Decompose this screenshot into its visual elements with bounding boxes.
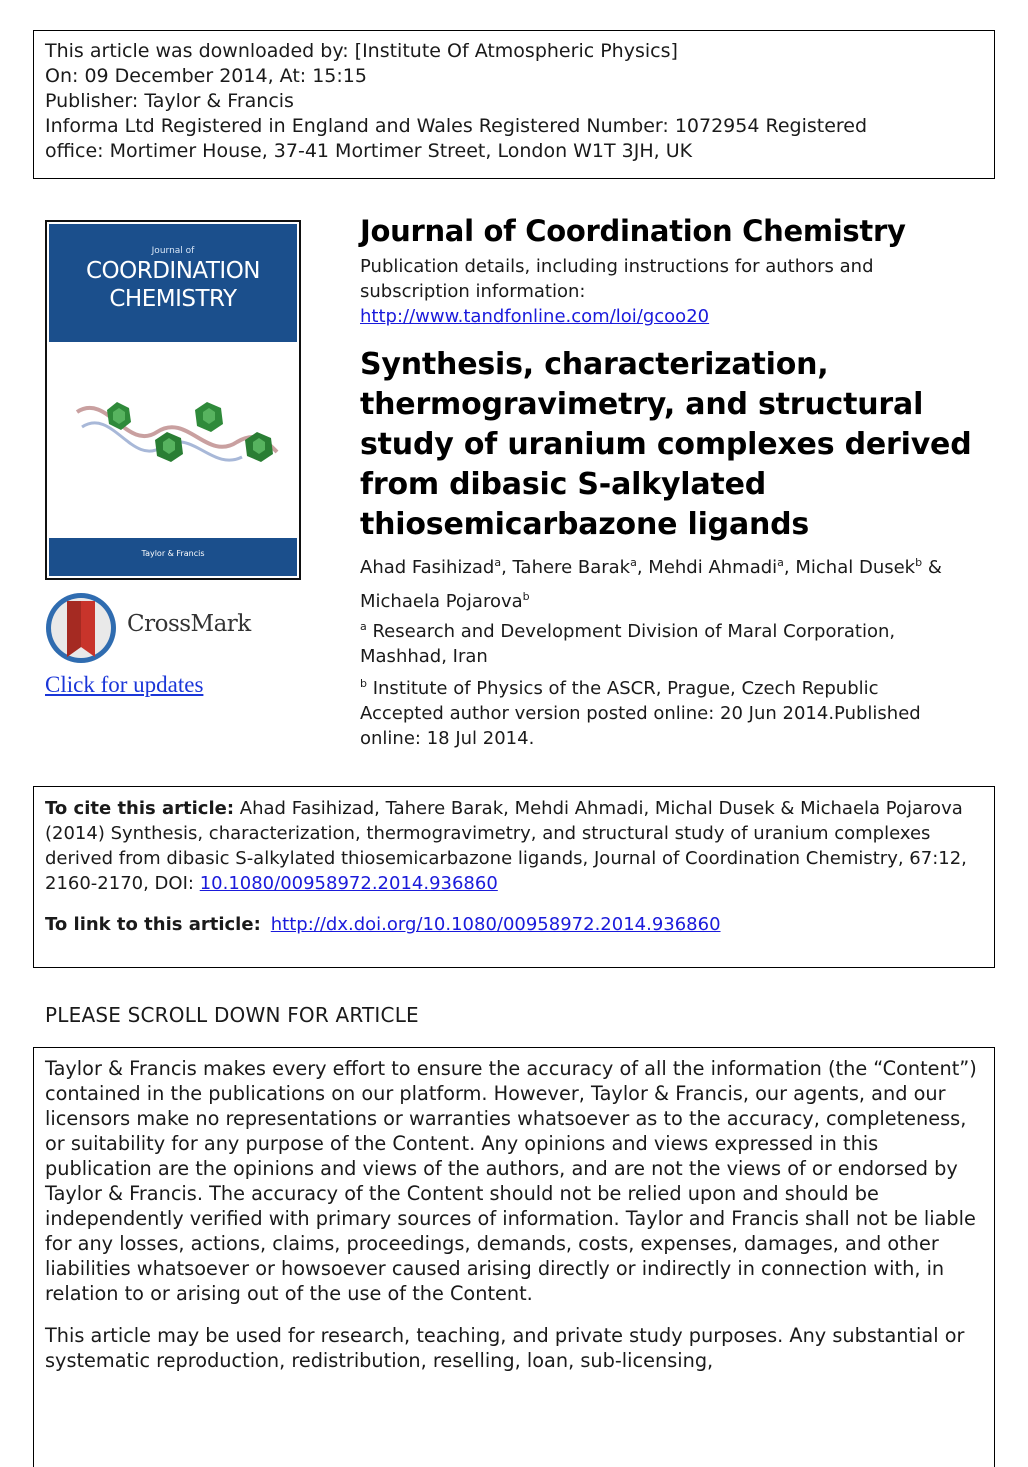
author-separator: & <box>922 557 942 578</box>
citation-box <box>33 786 995 968</box>
disclaimer-paragraph: Taylor & Francis makes every effort to ensure the accuracy of all the information (the “Content”) contained in the publications on our platform. However, Taylor & Francis, our agents, and our licensors make no representations or warranties whatsoever as to the accuracy, completeness, or suitability for any purpose of the Content. Any opinions and views expressed in this publication are the opinions and views of the authors, and are not the views of or endorsed by Taylor & Francis. The accuracy of the Content should not be relied upon and should be independently verified with primary sources of information. Taylor and Francis shall not be liable for any losses, actions, claims, proceedings, demands, costs, expenses, damages, and other liabilities whatsoever or howsoever caused arising directly or indirectly in connection with, in relation to or arising out of the use of the Content. <box>45 1057 977 1305</box>
affil-mark: a <box>360 620 367 633</box>
crossmark-icon <box>45 591 121 667</box>
journal-name: Journal of Coordination Chemistry <box>360 214 906 248</box>
cover-title-line2: CHEMISTRY <box>109 286 237 312</box>
author-name: Tahere Barak <box>512 557 631 578</box>
affil-text: Research and Development Division of Maral Corporation, Mashhad, Iran <box>360 621 896 667</box>
cover-publisher-logo: Taylor & Francis <box>141 549 205 558</box>
cover-title-line1: COORDINATION <box>85 258 261 284</box>
author-separator: , <box>783 557 796 578</box>
author-affil-mark: a <box>777 556 784 569</box>
author-affil-mark: a <box>630 556 637 569</box>
journal-cover <box>45 220 301 580</box>
disclaimer-paragraph: This article may be used for research, teaching, and private study purposes. Any substantial or systematic reproduction, redistribution, reselling, loan, sub-licensing, <box>45 1324 965 1372</box>
journal-url-link[interactable]: http://www.tandfonline.com/loi/gcoo20 <box>360 306 710 327</box>
cover-molecule-image <box>67 372 283 482</box>
doi-link[interactable]: 10.1080/00958972.2014.936860 <box>199 873 498 894</box>
author-separator: , <box>501 557 513 578</box>
article-link-line <box>45 912 983 937</box>
article-title: Synthesis, characterization, thermogravimetry, and structural study of uranium complexes derived from dibasic S-alkylated thiosemicarbazone ligands <box>360 347 972 542</box>
publication-dates: Accepted author version posted online: 20 Jun 2014.Published online: 18 Jul 2014. <box>360 703 921 749</box>
author-name: Mehdi Ahmadi <box>648 557 778 578</box>
author-name: Ahad Fasihizad <box>360 557 495 578</box>
author-name: Michaela Pojarova <box>360 591 523 612</box>
scroll-notice: PLEASE SCROLL DOWN FOR ARTICLE <box>45 1003 419 1027</box>
publisher-line: Publisher: Taylor & Francis <box>45 90 294 112</box>
download-info-box <box>33 30 995 179</box>
registration-line: Informa Ltd Registered in England and Wales Registered Number: 1072954 Registered <box>45 115 868 137</box>
disclaimer-box <box>33 1047 995 1467</box>
click-for-updates-link[interactable]: Click for updates <box>45 672 204 697</box>
link-label: To link to this article: <box>45 914 261 935</box>
crossmark-badge[interactable] <box>45 591 285 667</box>
cover-header <box>49 224 297 342</box>
affil-text: Institute of Physics of the ASCR, Prague, Czech Republic <box>372 678 879 699</box>
publication-details-text: Publication details, including instructions for authors and subscription information: <box>360 256 874 302</box>
crossmark-label: CrossMark <box>127 611 251 637</box>
cover-footer <box>49 538 297 576</box>
author-affil-mark: b <box>522 590 530 603</box>
cover-journal-of: Journal of <box>151 246 195 256</box>
author-affil-mark: a <box>494 556 502 569</box>
citation-label: To cite this article: <box>45 798 235 819</box>
download-date: On: 09 December 2014, At: 15:15 <box>45 65 367 87</box>
affil-mark: b <box>360 677 367 690</box>
affiliation-b <box>360 671 980 751</box>
affiliation-a <box>360 614 980 669</box>
author-name: Michal Dusek <box>795 557 916 578</box>
author-separator: , <box>636 557 649 578</box>
citation-body: Ahad Fasihizad, Tahere Barak, Mehdi Ahmadi, Michal Dusek & Michaela Pojarova (2014) Synthesis, characterization, thermogravimetry, and structural study of uranium complexes derived from dibasic S-alkylated thiosemicarbazone ligands, Journal of Coordination Chemistry, 67:12, 2160-2170, DOI: <box>45 798 967 894</box>
publication-details <box>360 254 980 329</box>
author-affil-mark: b <box>915 556 923 569</box>
article-url-link[interactable]: http://dx.doi.org/10.1080/00958972.2014.936860 <box>270 914 721 935</box>
citation-text <box>45 796 983 896</box>
author-list <box>360 548 1000 616</box>
office-line: office: Mortimer House, 37-41 Mortimer Street, London W1T 3JH, UK <box>45 140 693 162</box>
download-line: This article was downloaded by: [Institute Of Atmospheric Physics] <box>45 40 678 62</box>
